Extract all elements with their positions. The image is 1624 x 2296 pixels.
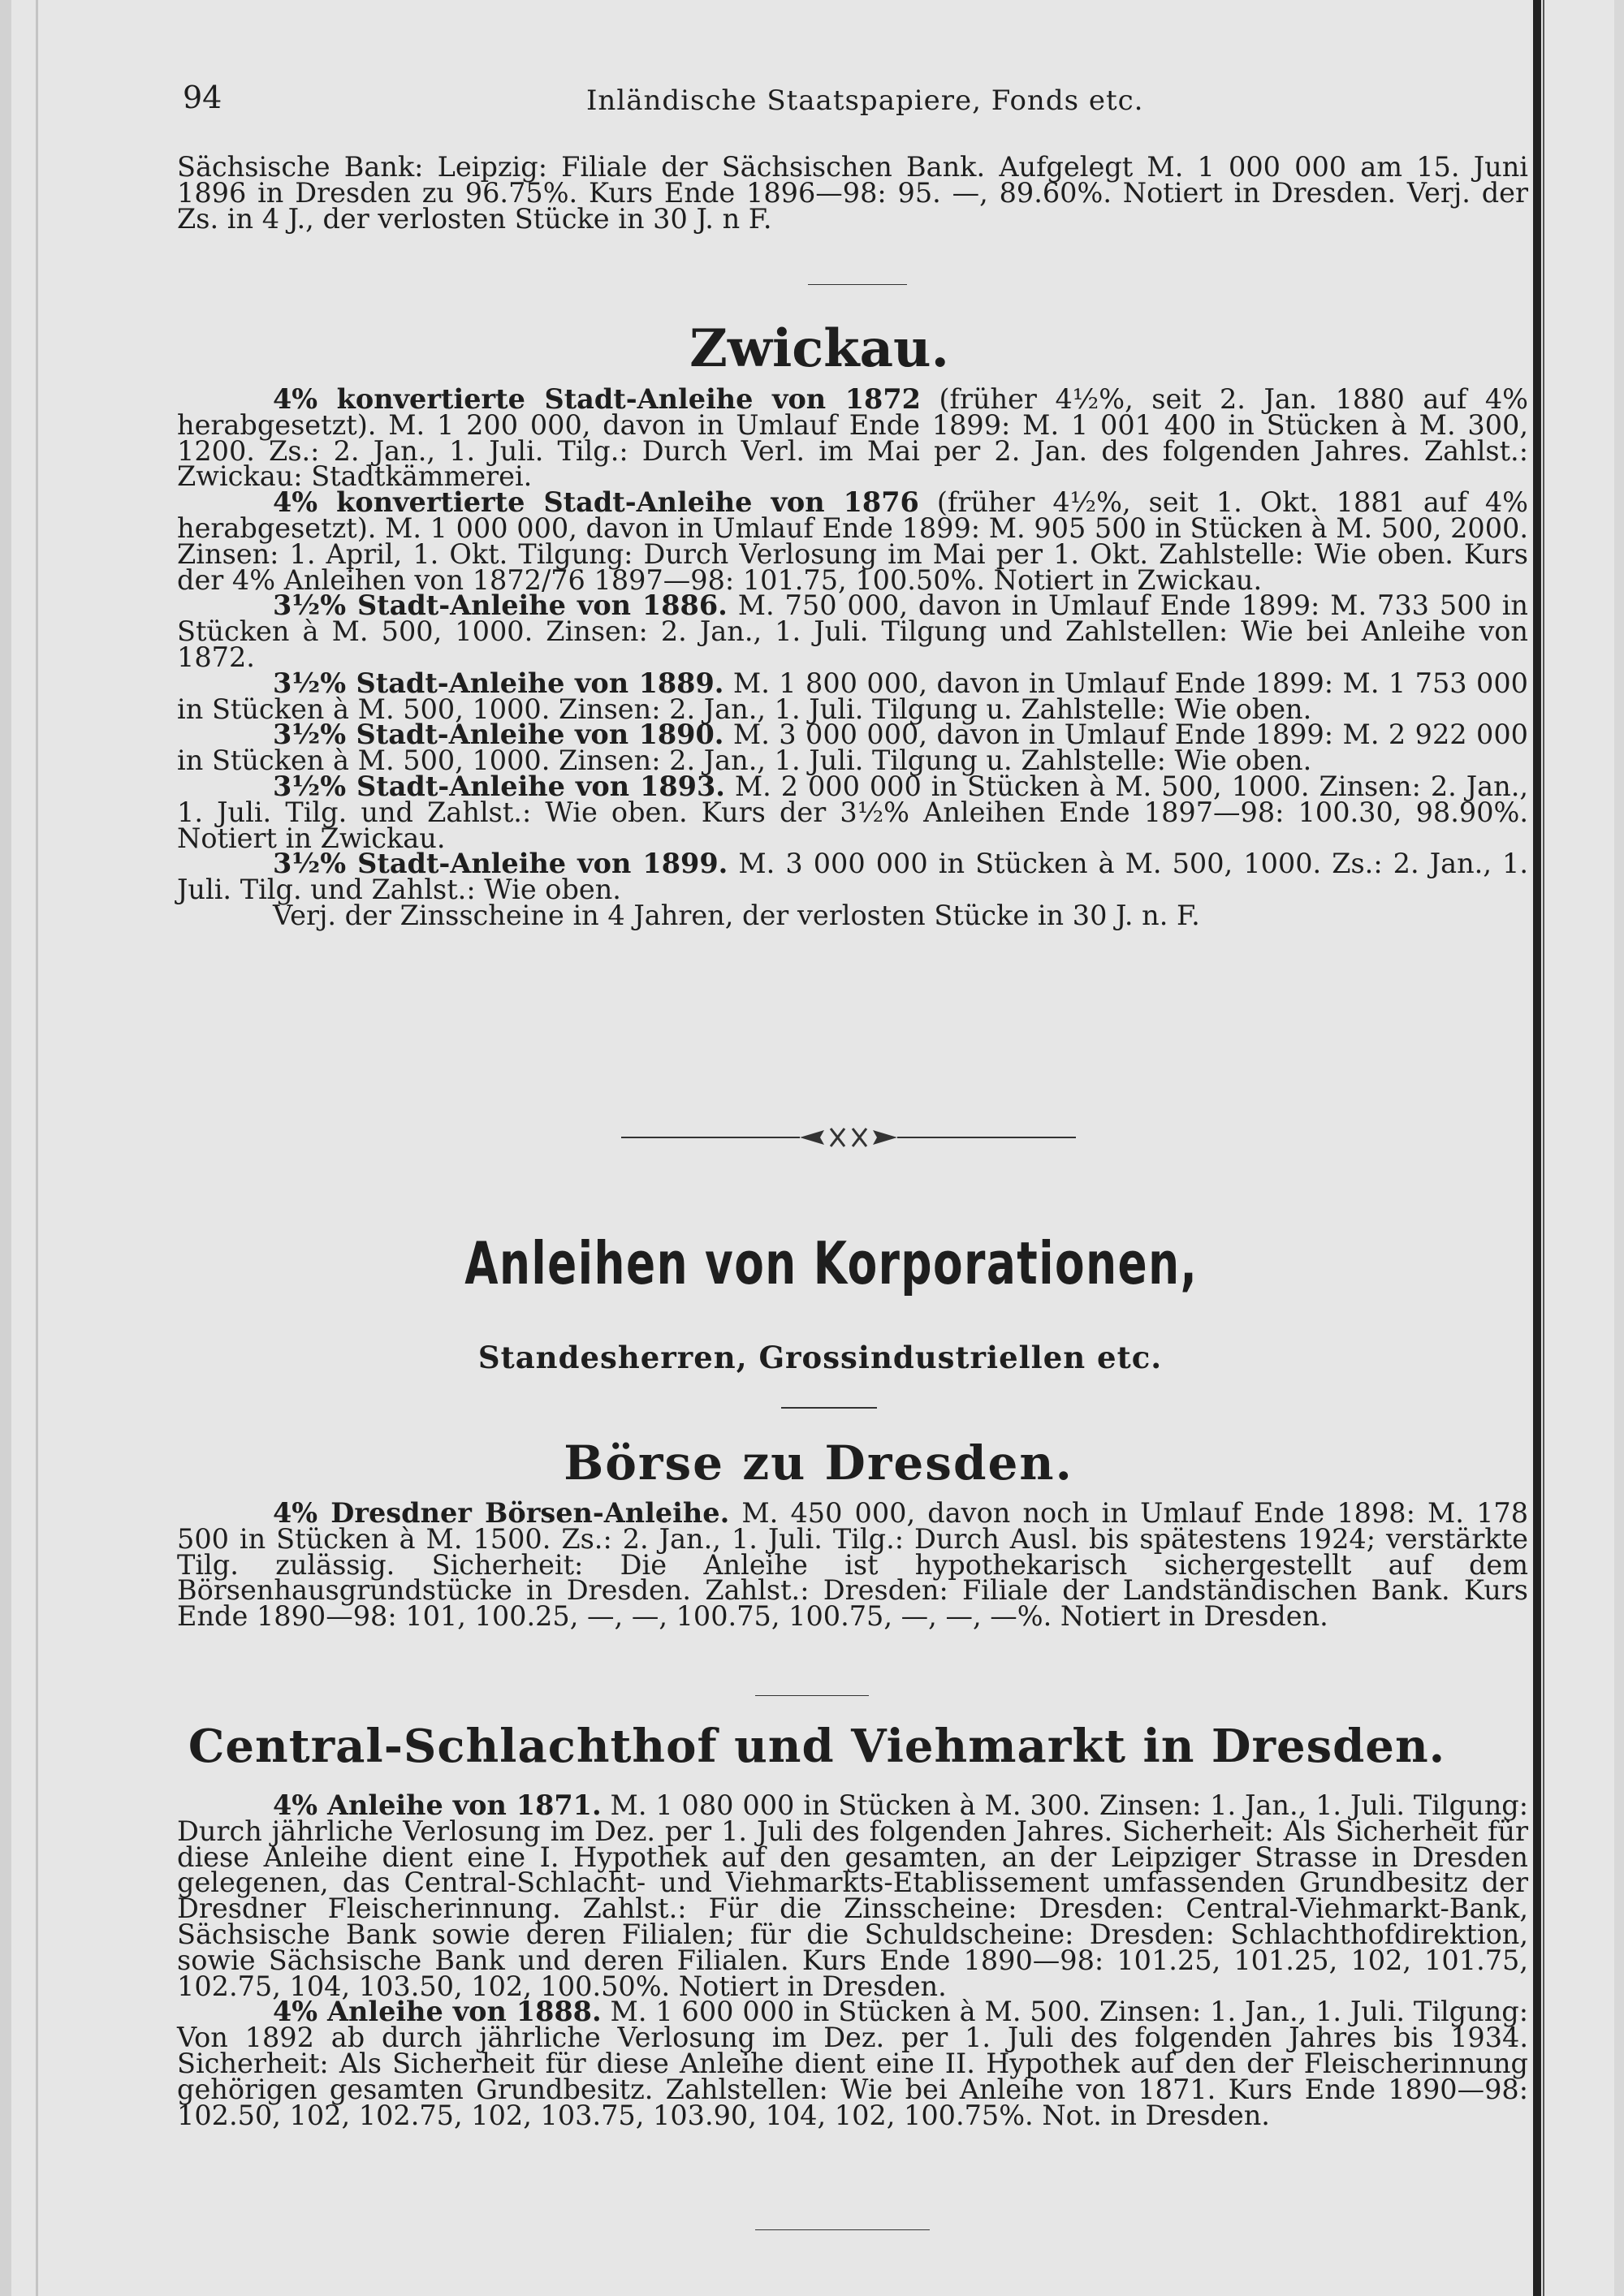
zwickau-entry-2: 4% konvertierte Stadt-Anleihe von 1876 (früher 4½%, seit 1. Okt. 1881 auf 4% herabgesetzt). M. 1 000 000, davon in Umlauf Ende 1899: M. 905 500 in Stücken à M. 500, 2000. Zinsen: 1. April, 1. Okt. Tilgung: Durch Verlosung im Mai per 1. Okt. Zahlstelle: Wie oben. Kurs der 4% Anleihen von 1872/76 1897—98: 101.75, 100.50%. Notiert in Zwickau. [177,486,1528,596]
intro-paragraph [177,151,1528,235]
central-entry-1: 4% Anleihe von 1871. M. 1 080 000 in Stücken à M. 300. Zinsen: 1. Jan., 1. Juli. Tilgung: Durch jährliche Verlosung im Dez. per 1. Juli des folgenden Jahres. Sicherheit: Als Sicherheit für diese Anleihe dient eine I. Hypothek auf den gesamten, an der Leipziger Strasse in Dresden gelegenen, das Central-Schlacht- und Viehmarkts-Etablissement umfassenden Grundbesitz der Dresdner Fleischerinnung. Zahlst.: Für die Zinsscheine: Dresden: Central-Viehmarkt-Bank, Sächsische Bank sowie deren Filialen; für die Schuldscheine: Dresden: Schlachthofdirektion, sowie Sächsische Bank und deren Filialen. Kurs Ende 1890—98: 101.25, 101.25, 102, 101.75, 102.75, 104, 103.50, 102, 100.50%. Notiert in Dresden. [177,1789,1529,2002]
zwickau-entry-7: 3½% Stadt-Anleihe von 1899. M. 3 000 000 in Stücken à M. 500, 1000. Zs.: 2. Jan., 1. Juli. Tilg. und Zahlst.: Wie oben. [177,848,1528,906]
boerse-heading: Börse zu Dresden. [564,1435,1073,1491]
page-number: 94 [183,80,222,115]
zwickau-entry-8: Verj. der Zinsscheine in 4 Jahren, der verlosten Stücke in 30 J. n. F. [273,899,1200,931]
central-heading: Central-Schlachthof und Viehmarkt in Dresden. [188,1720,1446,1773]
zwickau-entry-3: 3½% Stadt-Anleihe von 1886. M. 750 000, davon in Umlauf Ende 1899: M. 733 500 in Stücken à M. 500, 1000. Zinsen: 2. Jan., 1. Juli. Tilgung und Zahlstellen: Wie bei Anleihe von 1872. [177,589,1529,673]
section-heading: Anleihen von Korporationen, [464,1229,1199,1297]
zwickau-entries [177,383,1529,931]
central-entry-2: 4% Anleihe von 1888. M. 1 600 000 in Stücken à M. 500. Zinsen: 1. Jan., 1. Juli. Tilgung: Von 1892 ab durch jährliche Verlosung im Dez. per 1. Juli des folgenden Jahres bis 1934. Sicherheit: Als Sicherheit für diese Anleihe dient eine II. Hypothek auf den der Fleischerinnung gehörigen gesamten Grundbesitz. Zahlstellen: Wie bei Anleihe von 1871. Kurs Ende 1890—98: 102.50, 102, 102.75, 102, 103.75, 103.90, 104, 102, 100.75%. Not. in Dresden. [177,1996,1529,2131]
zwickau-entry-6: 3½% Stadt-Anleihe von 1893. M. 2 000 000 in Stücken à M. 500, 1000. Zinsen: 2. Jan., 1. Juli. Tilg. und Zahlst.: Wie oben. Kurs der 3½% Anleihen Ende 1897—98: 100.30, 98.90%. Notiert in Zwickau. [177,770,1528,854]
bottom-divider [755,2229,930,2230]
subsection-divider-2 [755,1695,869,1696]
section-divider [808,284,907,285]
subsection-divider [781,1407,877,1409]
intro-text: Sächsische Bank: Leipzig: Filiale der Sächsischen Bank. Aufgelegt M. 1 000 000 am 15. Juni 1896 in Dresden zu 96.75%. Kurs Ende 1896—98: 95. —, 89.60%. Notiert in Dresden. Verj. der Zs. in 4 J., der verlosten Stücke in 30 J. n F. [177,151,1528,235]
zwickau-entry-4: 3½% Stadt-Anleihe von 1889. M. 1 800 000, davon in Umlauf Ende 1899: M. 1 753 000 in Stücken à M. 500, 1000. Zinsen: 2. Jan., 1. Juli. Tilgung u. Zahlstelle: Wie oben. [177,667,1528,725]
boerse-entry-1: 4% Dresdner Börsen-Anleihe. M. 450 000, davon noch in Umlauf Ende 1898: M. 178 500 in Stücken à M. 1500. Zs.: 2. Jan., 1. Juli. Tilg.: Durch Ausl. bis spätestens 1924; verstärkte Tilg. zulässig. Sicherheit: Die Anleihe ist hypothekarisch sichergestellt auf dem Börsenhausgrundstücke in Dresden. Zahlst.: Dresden: Filiale der Landständischen Bank. Kurs Ende 1890—98: 101, 100.25, —, —, 100.75, 100.75, —, —, —%. Notiert in Dresden. [177,1497,1529,1633]
section-subheading: Standesherren, Grossindustriellen etc. [477,1340,1163,1375]
zwickau-heading: Zwickau. [689,318,949,379]
ornament-divider [621,1125,1076,1150]
zwickau-entry-5: 3½% Stadt-Anleihe von 1890. M. 3 000 000, davon in Umlauf Ende 1899: M. 2 922 000 in Stücken à M. 500, 1000. Zinsen: 2. Jan., 1. Juli. Tilgung u. Zahlstelle: Wie oben. [177,719,1528,777]
zwickau-entry-1: 4% konvertierte Stadt-Anleihe von 1872 (früher 4½%, seit 2. Jan. 1880 auf 4% herabgesetzt). M. 1 200 000, davon in Umlauf Ende 1899: M. 1 001 400 in Stücken à M. 300, 1200. Zs.: 2. Jan., 1. Juli. Tilg.: Durch Verl. im Mai per 2. Jan. des folgenden Jahres. Zahlst.: Zwickau: Stadtkämmerei. [177,383,1528,493]
boerse-entries [177,1497,1529,1633]
central-entries [177,1789,1529,2131]
running-title: Inländische Staatspapiere, Fonds etc. [586,84,1144,117]
